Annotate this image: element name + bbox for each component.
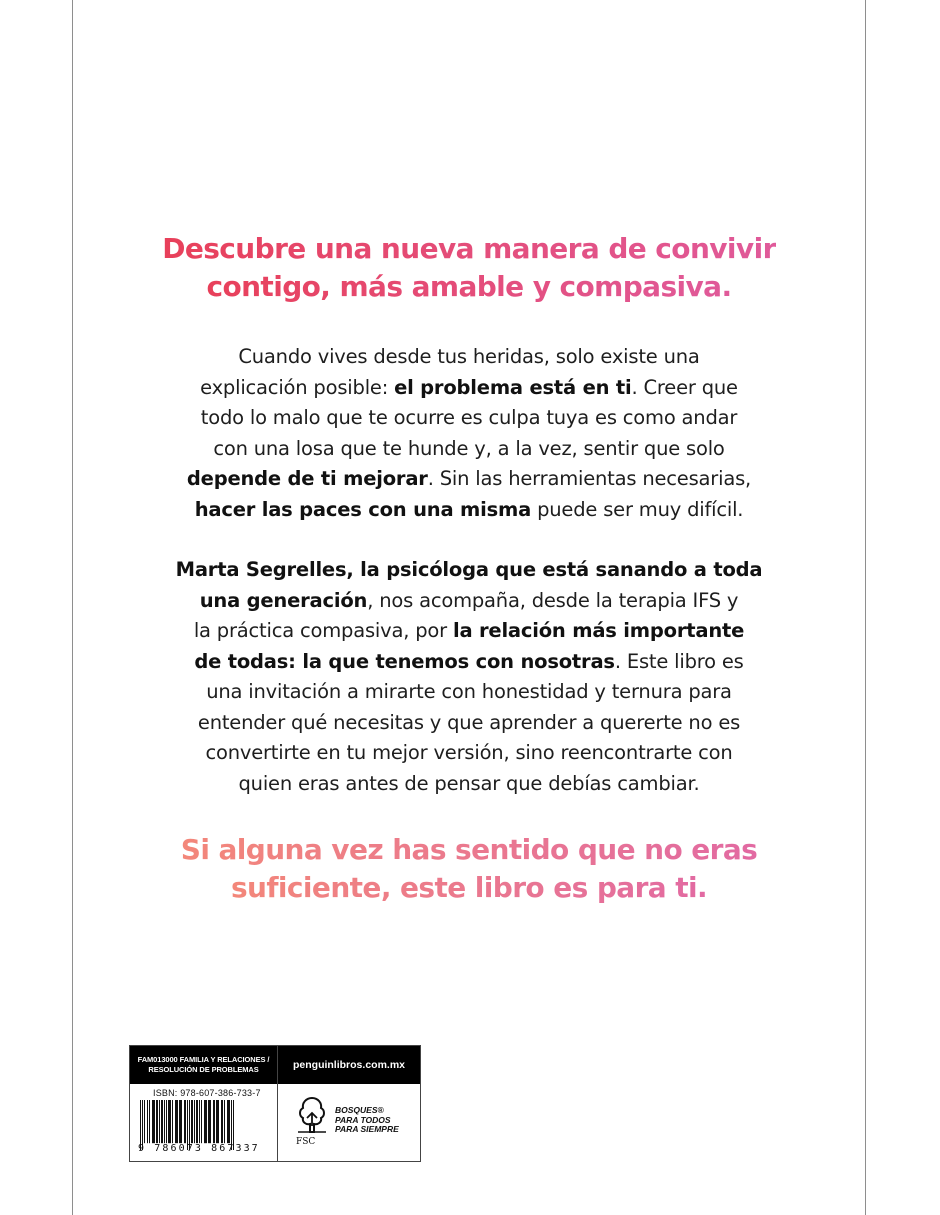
- text-run: explicación posible:: [200, 375, 395, 399]
- text-run: puede ser muy difícil.: [531, 497, 744, 521]
- headline-bottom: [73, 831, 865, 907]
- barcode-bar: [175, 1100, 178, 1143]
- isbn-label: ISBN: 978-607-386-733-7: [153, 1088, 261, 1098]
- barcode-bar: [216, 1100, 219, 1143]
- barcode-bar: [159, 1100, 160, 1143]
- barcode-bar: [194, 1100, 195, 1143]
- headline-bottom-line1: Si alguna vez has sentido que no eras: [180, 833, 758, 866]
- barcode-bar: [156, 1100, 158, 1143]
- barcode-bar: [213, 1100, 215, 1143]
- text-line: [73, 586, 865, 617]
- text-run: todo lo malo que te ocurre es culpa tuya es como andar: [200, 406, 738, 429]
- text-run: la práctica compasiva, por: [193, 619, 453, 642]
- barcode-bar: [164, 1100, 165, 1143]
- synopsis-paragraph-2: [73, 555, 865, 799]
- text-run: entender qué necesitas y que aprender a quererte no es: [197, 710, 741, 734]
- category-line-2: RESOLUCIÓN DE PROBLEMAS: [148, 1065, 259, 1074]
- headline-bottom-line2: suficiente, este libro es para ti.: [230, 871, 708, 904]
- barcode-info-box: [129, 1045, 421, 1162]
- barcode-bar: [172, 1100, 173, 1143]
- bold-text: una generación: [199, 588, 368, 612]
- book-back-cover: [72, 0, 866, 1215]
- bold-text: depende de ti mejorar: [186, 467, 428, 490]
- barcode-bar: [149, 1100, 150, 1143]
- text-line: [73, 677, 865, 708]
- headline-top-line1: Descubre una nueva manera de convivir: [162, 232, 776, 265]
- fsc-tree-icon: [295, 1094, 329, 1136]
- bold-text: la relación más importante: [452, 619, 745, 642]
- barcode-bar: [196, 1100, 198, 1143]
- category-line-1: FAM013000 FAMILIA Y RELACIONES /: [137, 1055, 270, 1064]
- fsc-slogan-line-2: PARA TODOS: [335, 1114, 391, 1125]
- text-line: [73, 495, 865, 526]
- text-line: [73, 342, 865, 373]
- synopsis-paragraph-1: [73, 342, 865, 525]
- barcode-bar: [166, 1100, 167, 1143]
- text-run: . Este libro es: [614, 649, 744, 673]
- headline-top: [73, 230, 865, 306]
- text-line: [73, 434, 865, 465]
- barcode-bar: [204, 1100, 207, 1143]
- barcode-bar: [224, 1100, 225, 1143]
- fsc-slogan: [335, 1106, 399, 1135]
- fsc-label: FSC: [296, 1137, 316, 1147]
- publisher-website: penguinlibros.com.mx: [278, 1046, 420, 1084]
- bold-text: hacer las paces con una misma: [194, 497, 532, 521]
- text-line: [73, 403, 865, 434]
- bold-text: de todas: la que tenemos con nosotras: [194, 649, 615, 673]
- barcode-bar: [144, 1100, 145, 1143]
- text-line: [73, 373, 865, 404]
- barcode-digits: 9 786073 867337: [138, 1143, 260, 1154]
- barcode-bar: [227, 1100, 230, 1143]
- text-run: . Sin las herramientas necesarias,: [427, 467, 752, 490]
- barcode-bar: [184, 1100, 186, 1143]
- barcode-bar: [161, 1100, 163, 1143]
- text-run: convertirte en tu mejor versión, sino reencontrarte con: [205, 741, 733, 764]
- text-line: [73, 738, 865, 769]
- text-line: [73, 769, 865, 800]
- text-run: una invitación a mirarte con honestidad y ternura para: [206, 680, 732, 703]
- text-line: [73, 708, 865, 739]
- text-line: [73, 616, 865, 647]
- barcode-bar: [201, 1100, 202, 1143]
- text-run: Cuando vives desde tus heridas, solo existe una: [238, 345, 700, 368]
- text-run: con una losa que te hunde y, a la vez, sentir que solo: [213, 436, 725, 460]
- barcode-bar: [199, 1100, 200, 1143]
- text-line: [73, 555, 865, 586]
- barcode-bar: [152, 1100, 155, 1143]
- text-run: quien eras antes de pensar que debías cambiar.: [238, 771, 700, 795]
- text-line: [73, 647, 865, 678]
- bold-text: el problema está en ti: [394, 375, 632, 399]
- barcode-bar: [221, 1100, 223, 1143]
- fsc-slogan-line-1: BOSQUES®: [335, 1105, 384, 1115]
- info-box-divider: [277, 1046, 278, 1161]
- fsc-slogan-line-3: PARA SIEMPRE: [335, 1124, 399, 1134]
- barcode-bar: [147, 1100, 148, 1143]
- bold-text: Marta Segrelles, la psicóloga que está sanando a toda: [175, 558, 763, 581]
- headline-top-line2: contigo, más amable y compasiva.: [206, 270, 732, 303]
- text-run: . Creer que: [631, 375, 738, 399]
- text-run: , nos acompaña, desde la terapia IFS y: [367, 588, 739, 612]
- category-label: [130, 1046, 277, 1084]
- barcode-bar: [208, 1100, 211, 1143]
- barcode-bar: [168, 1100, 171, 1143]
- barcode-bar: [179, 1100, 182, 1143]
- text-line: [73, 464, 865, 495]
- barcode-bar: [191, 1100, 193, 1143]
